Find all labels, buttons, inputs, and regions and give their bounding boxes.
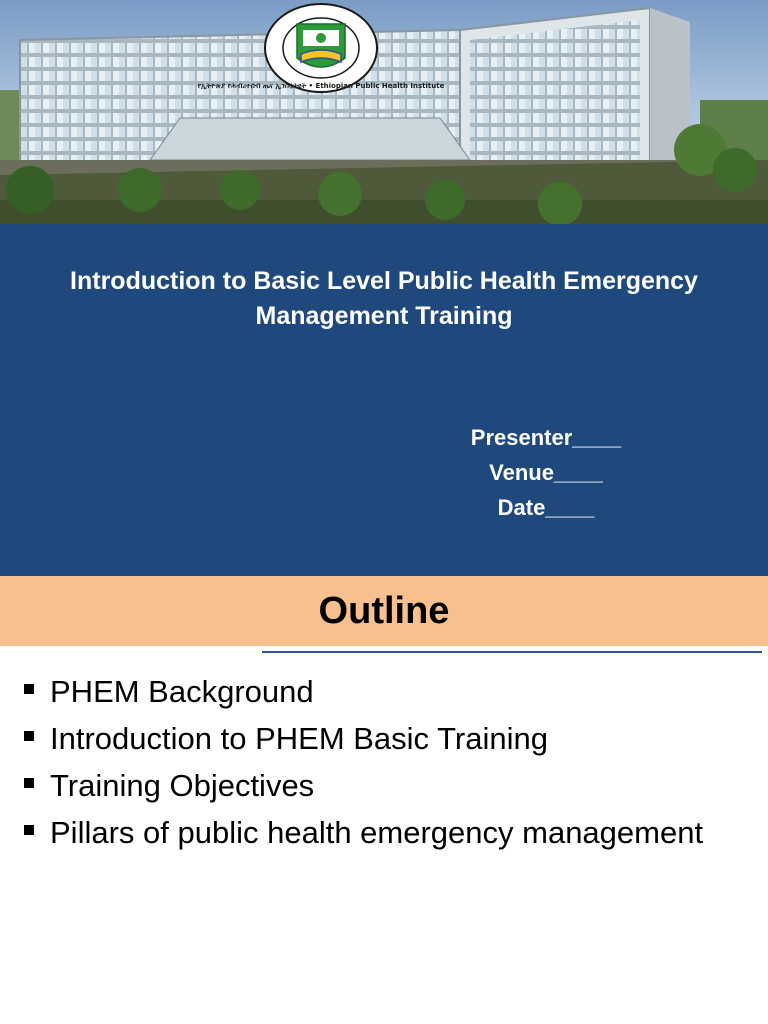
- presenter-field: Presenter____: [470, 425, 622, 450]
- list-item: [20, 813, 740, 853]
- list-item-text: Pillars of public health emergency management: [50, 815, 704, 850]
- bullet-square-icon: [24, 825, 34, 835]
- list-item-text: Introduction to PHEM Basic Training: [50, 721, 548, 756]
- list-item: [20, 766, 740, 806]
- venue-field: Venue____: [489, 460, 603, 485]
- epli-logo: [197, 2, 445, 94]
- bullet-square-icon: [24, 731, 34, 741]
- outline-list: [20, 672, 740, 860]
- list-item-text: Training Objectives: [50, 768, 315, 803]
- date-field: Date____: [497, 495, 595, 520]
- outline-heading: Outline: [318, 590, 450, 632]
- bullet-square-icon: [24, 778, 34, 788]
- slide-title: [0, 264, 768, 334]
- list-item: [20, 719, 740, 759]
- title-panel: [0, 224, 768, 576]
- divider-line: [262, 651, 762, 653]
- logo-ring-text: የኢትዮጵያ የሕብረተሰብ ጤና ኢንስቲትዩት • Ethiopian Public Health Institute: [197, 82, 445, 90]
- slide-title-line-1: Introduction to Basic Level Public Health Emergency: [70, 267, 698, 295]
- header-building-image: [0, 0, 768, 224]
- list-item-text: PHEM Background: [50, 674, 314, 709]
- outline-band: [0, 576, 768, 646]
- list-item: [20, 672, 740, 712]
- slide-title-line-2: Management Training: [255, 302, 513, 330]
- presentation-meta: [426, 420, 666, 525]
- bullet-square-icon: [24, 684, 34, 694]
